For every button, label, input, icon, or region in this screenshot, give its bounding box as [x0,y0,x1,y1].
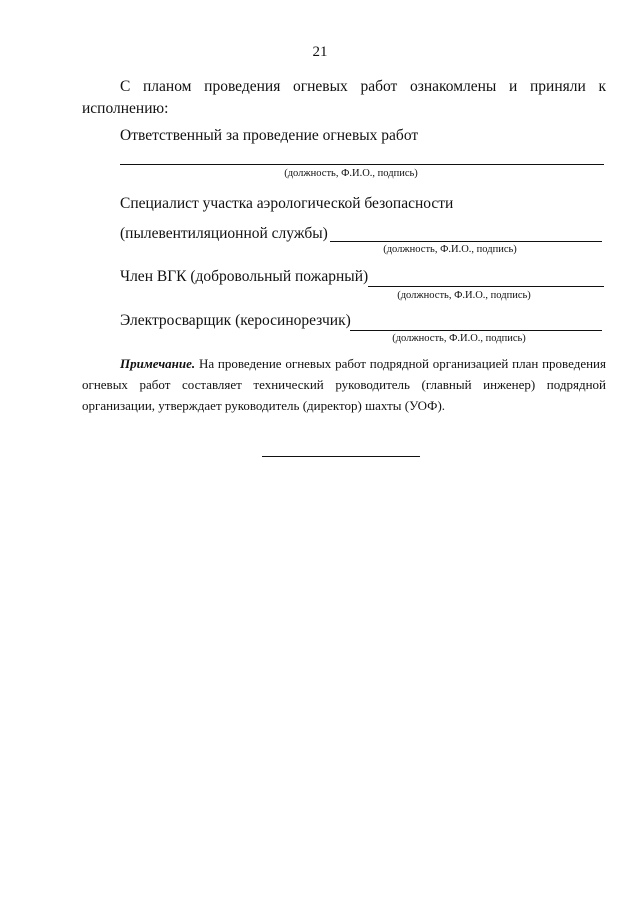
page-number: 21 [312,44,328,60]
welder-label: Электросварщик (керосинорезчик) [120,312,351,329]
aerology-label-line-1: Специалист участка аэрологической безопасности [120,195,454,212]
vgk-label: Член ВГК (добровольный пожарный) [120,268,369,285]
welder-caption: (должность, Ф.И.О., подпись) [392,333,526,344]
welder-signature-line [350,330,602,331]
note-paragraph [82,353,606,416]
aerology-signature-line [330,241,602,242]
aerology-label-line-2: (пылевентиляционной службы) [120,225,328,242]
responsible-label: Ответственный за проведение огневых работ [120,127,419,144]
intro-text-line-1: С планом проведения огневых работ ознакомлены и приняли к [120,78,606,95]
note-line-1 [82,353,606,374]
end-divider [262,456,420,457]
responsible-caption: (должность, Ф.И.О., подпись) [284,168,418,179]
intro-text-line-2: исполнению: [82,100,169,117]
responsible-signature-line [120,164,604,165]
note-line-2: огневых работ составляет технический руководитель (главный инженер) подрядной [82,377,606,392]
aerology-caption: (должность, Ф.И.О., подпись) [383,244,517,255]
note-lead: Примечание. [120,356,196,371]
vgk-signature-line [368,286,604,287]
note-line-3: организации, утверждает руководитель (директор) шахты (УОФ). [82,398,446,413]
note-line-1-text: На проведение огневых работ подрядной организацией план проведения [198,356,606,371]
vgk-caption: (должность, Ф.И.О., подпись) [397,290,531,301]
